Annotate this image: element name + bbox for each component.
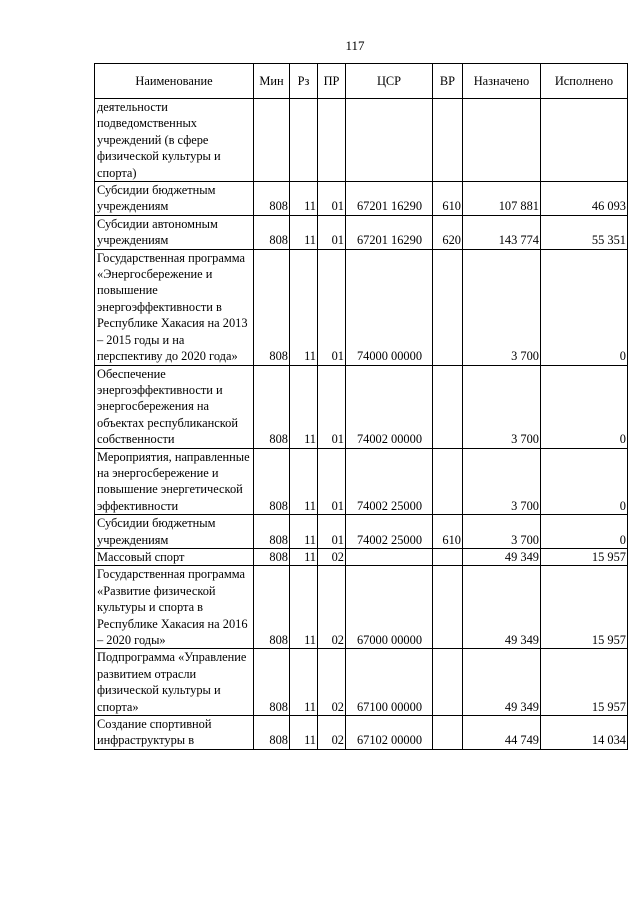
cell-executed: 15 957 (541, 548, 628, 565)
cell-rz: 11 (290, 182, 318, 216)
cell-executed: 55 351 (541, 215, 628, 249)
cell-name: Субсидии бюджетным учреждениям (95, 515, 254, 549)
cell-csr: 74000 00000 (346, 249, 433, 365)
cell-csr: 67100 00000 (346, 649, 433, 716)
cell-rz: 11 (290, 649, 318, 716)
cell-assigned: 3 700 (463, 365, 541, 448)
cell-name: Субсидии автономным учреждениям (95, 215, 254, 249)
cell-csr: 67201 16290 (346, 182, 433, 216)
cell-min: 808 (254, 448, 290, 515)
cell-executed: 0 (541, 249, 628, 365)
cell-assigned: 3 700 (463, 515, 541, 549)
cell-csr: 74002 25000 (346, 448, 433, 515)
cell-pr: 01 (318, 448, 346, 515)
cell-vr (433, 249, 463, 365)
cell-pr (318, 99, 346, 182)
cell-csr: 74002 25000 (346, 515, 433, 549)
header-csr: ЦСР (346, 64, 433, 99)
cell-executed: 0 (541, 365, 628, 448)
header-assigned: Назначено (463, 64, 541, 99)
table-row (95, 649, 628, 716)
cell-min: 808 (254, 548, 290, 565)
budget-table (94, 63, 628, 750)
table-row (95, 716, 628, 750)
cell-assigned: 49 349 (463, 566, 541, 649)
cell-assigned: 143 774 (463, 215, 541, 249)
table-row (95, 182, 628, 216)
cell-pr: 01 (318, 515, 346, 549)
table-row (95, 448, 628, 515)
header-row (95, 64, 628, 99)
cell-min: 808 (254, 215, 290, 249)
table-body (95, 99, 628, 750)
cell-assigned: 107 881 (463, 182, 541, 216)
cell-assigned: 3 700 (463, 448, 541, 515)
cell-min: 808 (254, 649, 290, 716)
cell-min: 808 (254, 249, 290, 365)
cell-vr (433, 365, 463, 448)
cell-csr: 74002 00000 (346, 365, 433, 448)
cell-pr: 02 (318, 649, 346, 716)
cell-min (254, 99, 290, 182)
cell-assigned: 49 349 (463, 548, 541, 565)
table-row (95, 99, 628, 182)
cell-min: 808 (254, 182, 290, 216)
header-pr: ПР (318, 64, 346, 99)
cell-pr: 02 (318, 716, 346, 750)
cell-min: 808 (254, 716, 290, 750)
cell-assigned: 44 749 (463, 716, 541, 750)
table-row (95, 249, 628, 365)
cell-rz (290, 99, 318, 182)
page-number: 117 (345, 38, 365, 53)
cell-pr: 02 (318, 566, 346, 649)
cell-rz: 11 (290, 365, 318, 448)
cell-name: Государственная программа «Развитие физической культуры и спорта в Республике Хакасия на 2016 – 2020 годы» (95, 566, 254, 649)
cell-vr (433, 649, 463, 716)
cell-rz: 11 (290, 716, 318, 750)
cell-name: Обеспечение энергоэффективности и энергосбережения на объектах республиканской собственности (95, 365, 254, 448)
cell-name: Создание спортивной инфраструктуры в (95, 716, 254, 750)
cell-vr: 610 (433, 182, 463, 216)
cell-rz: 11 (290, 249, 318, 365)
cell-executed: 15 957 (541, 649, 628, 716)
cell-vr (433, 548, 463, 565)
cell-pr: 01 (318, 215, 346, 249)
header-name: Наименование (95, 64, 254, 99)
cell-min: 808 (254, 515, 290, 549)
cell-csr: 67102 00000 (346, 716, 433, 750)
cell-vr: 620 (433, 215, 463, 249)
cell-csr: 67201 16290 (346, 215, 433, 249)
cell-name: Субсидии бюджетным учреждениям (95, 182, 254, 216)
cell-vr (433, 99, 463, 182)
cell-rz: 11 (290, 548, 318, 565)
cell-executed: 0 (541, 448, 628, 515)
header-vr: ВР (433, 64, 463, 99)
cell-pr: 01 (318, 182, 346, 216)
cell-vr (433, 716, 463, 750)
cell-vr: 610 (433, 515, 463, 549)
cell-name: Государственная программа «Энергосбережение и повышение энергоэффективности в Республике Хакасия на 2013 – 2015 годы и на перспективу до 2020 года» (95, 249, 254, 365)
cell-executed: 46 093 (541, 182, 628, 216)
cell-rz: 11 (290, 566, 318, 649)
cell-vr (433, 448, 463, 515)
table-header (95, 64, 628, 99)
cell-rz: 11 (290, 448, 318, 515)
cell-name: Массовый спорт (95, 548, 254, 565)
cell-csr: 67000 00000 (346, 566, 433, 649)
table-row (95, 548, 628, 565)
cell-assigned (463, 99, 541, 182)
cell-pr: 01 (318, 365, 346, 448)
cell-assigned: 49 349 (463, 649, 541, 716)
cell-vr (433, 566, 463, 649)
table-row (95, 215, 628, 249)
cell-csr (346, 99, 433, 182)
table-row (95, 365, 628, 448)
cell-pr: 02 (318, 548, 346, 565)
table-row (95, 566, 628, 649)
cell-rz: 11 (290, 215, 318, 249)
header-rz: Рз (290, 64, 318, 99)
cell-executed (541, 99, 628, 182)
cell-name: Подпрограмма «Управление развитием отрасли физической культуры и спорта» (95, 649, 254, 716)
cell-executed: 14 034 (541, 716, 628, 750)
cell-executed: 15 957 (541, 566, 628, 649)
cell-pr: 01 (318, 249, 346, 365)
table-row (95, 515, 628, 549)
cell-name: Мероприятия, направленные на энергосбережение и повышение энергетической эффективности (95, 448, 254, 515)
cell-min: 808 (254, 365, 290, 448)
header-executed: Исполнено (541, 64, 628, 99)
cell-min: 808 (254, 566, 290, 649)
cell-assigned: 3 700 (463, 249, 541, 365)
cell-rz: 11 (290, 515, 318, 549)
cell-name: деятельности подведомственных учреждений (в сфере физической культуры и спорта) (95, 99, 254, 182)
header-min: Мин (254, 64, 290, 99)
cell-executed: 0 (541, 515, 628, 549)
cell-csr (346, 548, 433, 565)
